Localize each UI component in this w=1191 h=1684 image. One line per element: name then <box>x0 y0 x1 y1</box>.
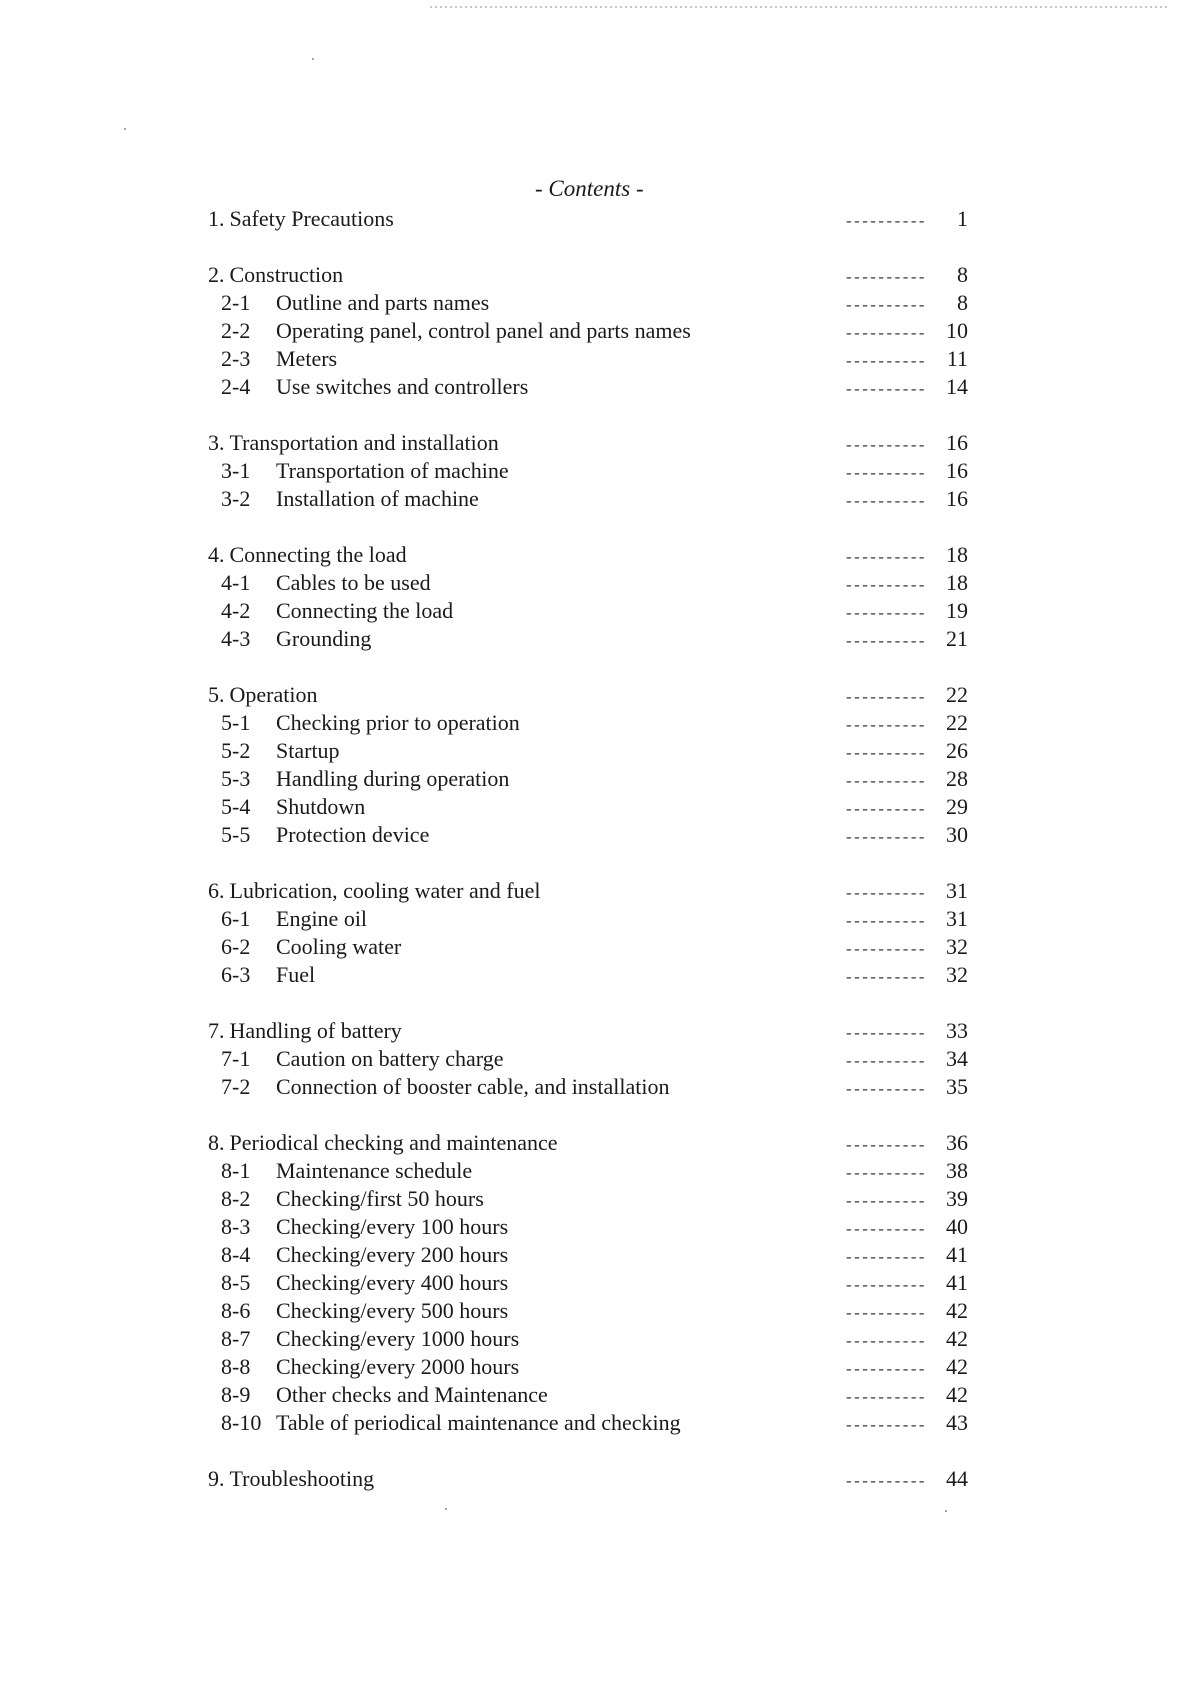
toc-leader-dashes: ---------- <box>844 1053 926 1071</box>
toc-section <box>208 1465 968 1493</box>
toc-page-number: 40 <box>946 1214 968 1239</box>
toc-number: 4-3 <box>221 626 251 651</box>
toc-page-number: 44 <box>946 1466 968 1491</box>
toc-page-number: 42 <box>946 1298 968 1323</box>
toc-leader-dashes: ---------- <box>844 213 926 231</box>
toc-page-number: 28 <box>946 766 968 791</box>
toc-number: 8. <box>208 1130 225 1155</box>
toc-section <box>208 1129 968 1437</box>
toc-page-number: 32 <box>946 934 968 959</box>
toc-number: 7-1 <box>221 1046 251 1071</box>
scan-artifact-line <box>430 6 1170 8</box>
toc-number: 8-3 <box>221 1214 251 1239</box>
toc-entry-title: Handling of battery <box>229 1018 402 1043</box>
toc-entry-title: Checking/every 2000 hours <box>276 1354 520 1379</box>
toc-leader-dashes: ---------- <box>844 325 926 343</box>
toc-leader-dashes: ---------- <box>844 269 926 287</box>
toc-subsection-item <box>208 737 968 765</box>
toc-page-number: 43 <box>946 1410 968 1435</box>
toc-section-heading <box>208 1129 968 1157</box>
toc-subsection-item <box>208 317 968 345</box>
toc-page-number: 33 <box>946 1018 968 1043</box>
toc-section-heading <box>208 1017 968 1045</box>
toc-page-number: 14 <box>946 374 968 399</box>
toc-subsection-item <box>208 1213 968 1241</box>
toc-entry-title: Meters <box>276 346 338 371</box>
toc-entry-title: Connection of booster cable, and installation <box>276 1074 670 1099</box>
toc-leader-dashes: ---------- <box>844 1389 926 1407</box>
toc-page-number: 35 <box>946 1074 968 1099</box>
toc-number: 6. <box>208 878 225 903</box>
toc-number: 7-2 <box>221 1074 251 1099</box>
toc-leader-dashes: ---------- <box>844 717 926 735</box>
toc-page-number: 42 <box>946 1326 968 1351</box>
toc-entry-title: Transportation and installation <box>229 430 499 455</box>
toc-number: 5-1 <box>221 710 251 735</box>
scan-speck <box>124 128 126 130</box>
toc-page-number: 8 <box>957 290 968 315</box>
toc-leader-dashes: ---------- <box>844 633 926 651</box>
toc-subsection-item <box>208 597 968 625</box>
toc-entry-title: Engine oil <box>276 906 368 931</box>
toc-page-number: 18 <box>946 570 968 595</box>
toc-leader-dashes: ---------- <box>844 1137 926 1155</box>
toc-page-number: 42 <box>946 1382 968 1407</box>
toc-page-number: 21 <box>946 626 968 651</box>
toc-leader-dashes: ---------- <box>844 437 926 455</box>
toc-number: 8-8 <box>221 1354 251 1379</box>
toc-subsection-item <box>208 961 968 989</box>
toc-page-number: 18 <box>946 542 968 567</box>
toc-subsection-item <box>208 1297 968 1325</box>
toc-page-number: 16 <box>946 486 968 511</box>
toc-page-number: 1 <box>957 206 968 231</box>
toc-entry-title: Maintenance schedule <box>276 1158 473 1183</box>
toc-entry-title: Transportation of machine <box>276 458 509 483</box>
toc-leader-dashes: ---------- <box>844 1473 926 1491</box>
toc-entry-title: Checking/first 50 hours <box>276 1186 484 1211</box>
toc-page-number: 36 <box>946 1130 968 1155</box>
toc-subsection-item <box>208 1269 968 1297</box>
toc-page-number: 22 <box>946 682 968 707</box>
toc-section <box>208 429 968 513</box>
toc-number: 8-6 <box>221 1298 251 1323</box>
toc-number: 4-2 <box>221 598 251 623</box>
toc-subsection-item <box>208 1157 968 1185</box>
toc-page-number: 29 <box>946 794 968 819</box>
toc-number: 6-1 <box>221 906 251 931</box>
toc-number: 8-9 <box>221 1382 251 1407</box>
toc-leader-dashes: ---------- <box>844 773 926 791</box>
toc-number: 5. <box>208 682 225 707</box>
toc-number: 2-3 <box>221 346 251 371</box>
toc-page-number: 39 <box>946 1186 968 1211</box>
toc-leader-dashes: ---------- <box>844 885 926 903</box>
toc-subsection-item <box>208 373 968 401</box>
toc-subsection-item <box>208 821 968 849</box>
toc-subsection-item <box>208 1185 968 1213</box>
toc-section-heading <box>208 681 968 709</box>
toc-section-heading <box>208 261 968 289</box>
toc-subsection-item <box>208 1353 968 1381</box>
toc-subsection-item <box>208 933 968 961</box>
toc-page-number: 31 <box>946 878 968 903</box>
toc-entry-title: Checking/every 200 hours <box>276 1242 509 1267</box>
toc-section-heading <box>208 205 968 233</box>
toc-number: 1. <box>208 206 225 231</box>
toc-subsection-item <box>208 1325 968 1353</box>
toc-page-number: 34 <box>946 1046 968 1071</box>
toc-number: 8-10 <box>221 1410 262 1435</box>
toc-number: 7. <box>208 1018 225 1043</box>
toc-number: 3-1 <box>221 458 251 483</box>
toc-page-number: 16 <box>946 458 968 483</box>
toc-leader-dashes: ---------- <box>844 1361 926 1379</box>
toc-leader-dashes: ---------- <box>844 605 926 623</box>
toc-number: 9. <box>208 1466 225 1491</box>
toc-leader-dashes: ---------- <box>844 1333 926 1351</box>
toc-entry-title: Periodical checking and maintenance <box>229 1130 558 1155</box>
toc-leader-dashes: ---------- <box>844 829 926 847</box>
toc-section <box>208 261 968 401</box>
toc-number: 4-1 <box>221 570 251 595</box>
toc-subsection-item <box>208 765 968 793</box>
toc-number: 2-2 <box>221 318 251 343</box>
toc-number: 5-4 <box>221 794 251 819</box>
toc-number: 8-5 <box>221 1270 251 1295</box>
toc-entry-title: Operation <box>229 682 318 707</box>
toc-page-number: 11 <box>946 346 968 371</box>
toc-leader-dashes: ---------- <box>844 1305 926 1323</box>
toc-number: 5-5 <box>221 822 251 847</box>
toc-subsection-item <box>208 1073 968 1101</box>
toc-section-heading <box>208 541 968 569</box>
toc-leader-dashes: ---------- <box>844 549 926 567</box>
toc-leader-dashes: ---------- <box>844 1193 926 1211</box>
toc-subsection-item <box>208 625 968 653</box>
toc-entry-title: Protection device <box>276 822 430 847</box>
toc-leader-dashes: ---------- <box>844 801 926 819</box>
toc-subsection-item <box>208 709 968 737</box>
toc-entry-title: Troubleshooting <box>229 1466 375 1491</box>
toc-number: 6-2 <box>221 934 251 959</box>
toc-entry-title: Checking/every 1000 hours <box>276 1326 520 1351</box>
toc-leader-dashes: ---------- <box>844 493 926 511</box>
contents-title: - Contents - <box>535 176 644 201</box>
toc-entry-title: Lubrication, cooling water and fuel <box>229 878 541 903</box>
toc-page-number: 10 <box>946 318 968 343</box>
toc-entry-title: Connecting the load <box>276 598 454 623</box>
toc-page-number: 26 <box>946 738 968 763</box>
toc-number: 8-4 <box>221 1242 251 1267</box>
toc-page-number: 16 <box>946 430 968 455</box>
toc-page-number: 32 <box>946 962 968 987</box>
toc-subsection-item <box>208 1409 968 1437</box>
toc-section-heading <box>208 429 968 457</box>
table-of-contents <box>208 205 968 1521</box>
toc-entry-title: Installation of machine <box>276 486 479 511</box>
toc-number: 5-3 <box>221 766 251 791</box>
toc-page-number: 41 <box>946 1242 968 1267</box>
toc-entry-title: Connecting the load <box>229 542 407 567</box>
toc-number: 5-2 <box>221 738 251 763</box>
toc-number: 2-4 <box>221 374 251 399</box>
toc-entry-title: Checking/every 500 hours <box>276 1298 509 1323</box>
toc-entry-title: Shutdown <box>276 794 366 819</box>
toc-entry-title: Safety Precautions <box>229 206 394 231</box>
toc-entry-title: Outline and parts names <box>276 290 490 315</box>
toc-section <box>208 541 968 653</box>
toc-subsection-item <box>208 485 968 513</box>
toc-leader-dashes: ---------- <box>844 297 926 315</box>
toc-entry-title: Cables to be used <box>276 570 431 595</box>
toc-subsection-item <box>208 289 968 317</box>
toc-entry-title: Checking/every 400 hours <box>276 1270 509 1295</box>
toc-entry-title: Grounding <box>276 626 372 651</box>
toc-number: 8-1 <box>221 1158 251 1183</box>
toc-subsection-item <box>208 345 968 373</box>
toc-leader-dashes: ---------- <box>844 1277 926 1295</box>
toc-number: 3. <box>208 430 225 455</box>
toc-number: 6-3 <box>221 962 251 987</box>
scan-speck <box>312 58 314 60</box>
toc-subsection-item <box>208 793 968 821</box>
toc-leader-dashes: ---------- <box>844 1417 926 1435</box>
toc-section-heading <box>208 877 968 905</box>
toc-leader-dashes: ---------- <box>844 465 926 483</box>
toc-number: 2. <box>208 262 225 287</box>
toc-leader-dashes: ---------- <box>844 1165 926 1183</box>
toc-leader-dashes: ---------- <box>844 577 926 595</box>
toc-leader-dashes: ---------- <box>844 745 926 763</box>
toc-subsection-item <box>208 569 968 597</box>
toc-number: 8-2 <box>221 1186 251 1211</box>
toc-page-number: 42 <box>946 1354 968 1379</box>
toc-page-number: 19 <box>946 598 968 623</box>
toc-entry-title: Cooling water <box>276 934 402 959</box>
toc-subsection-item <box>208 1241 968 1269</box>
toc-entry-title: Checking prior to operation <box>276 710 520 735</box>
toc-entry-title: Other checks and Maintenance <box>276 1382 548 1407</box>
toc-section <box>208 205 968 233</box>
toc-entry-title: Checking/every 100 hours <box>276 1214 509 1239</box>
toc-page-number: 38 <box>946 1158 968 1183</box>
toc-leader-dashes: ---------- <box>844 913 926 931</box>
toc-section <box>208 1017 968 1101</box>
toc-number: 4. <box>208 542 225 567</box>
toc-page-number: 22 <box>946 710 968 735</box>
toc-leader-dashes: ---------- <box>844 969 926 987</box>
toc-page-number: 8 <box>957 262 968 287</box>
toc-entry-title: Fuel <box>276 962 316 987</box>
toc-leader-dashes: ---------- <box>844 689 926 707</box>
toc-entry-title: Startup <box>276 738 340 763</box>
toc-leader-dashes: ---------- <box>844 1081 926 1099</box>
toc-subsection-item <box>208 457 968 485</box>
toc-entry-title: Operating panel, control panel and parts names <box>276 318 691 343</box>
toc-number: 3-2 <box>221 486 251 511</box>
toc-number: 8-7 <box>221 1326 251 1351</box>
toc-page-number: 41 <box>946 1270 968 1295</box>
toc-leader-dashes: ---------- <box>844 353 926 371</box>
toc-section-heading <box>208 1465 968 1493</box>
toc-subsection-item <box>208 1045 968 1073</box>
toc-number: 2-1 <box>221 290 251 315</box>
toc-leader-dashes: ---------- <box>844 941 926 959</box>
toc-subsection-item <box>208 905 968 933</box>
toc-leader-dashes: ---------- <box>844 1249 926 1267</box>
toc-entry-title: Handling during operation <box>276 766 510 791</box>
toc-leader-dashes: ---------- <box>844 381 926 399</box>
toc-entry-title: Caution on battery charge <box>276 1046 504 1071</box>
toc-entry-title: Construction <box>229 262 344 287</box>
toc-leader-dashes: ---------- <box>844 1025 926 1043</box>
toc-subsection-item <box>208 1381 968 1409</box>
toc-page-number: 30 <box>946 822 968 847</box>
toc-section <box>208 681 968 849</box>
toc-section <box>208 877 968 989</box>
toc-leader-dashes: ---------- <box>844 1221 926 1239</box>
toc-page-number: 31 <box>946 906 968 931</box>
toc-entry-title: Use switches and controllers <box>276 374 529 399</box>
toc-entry-title: Table of periodical maintenance and checking <box>276 1410 681 1435</box>
